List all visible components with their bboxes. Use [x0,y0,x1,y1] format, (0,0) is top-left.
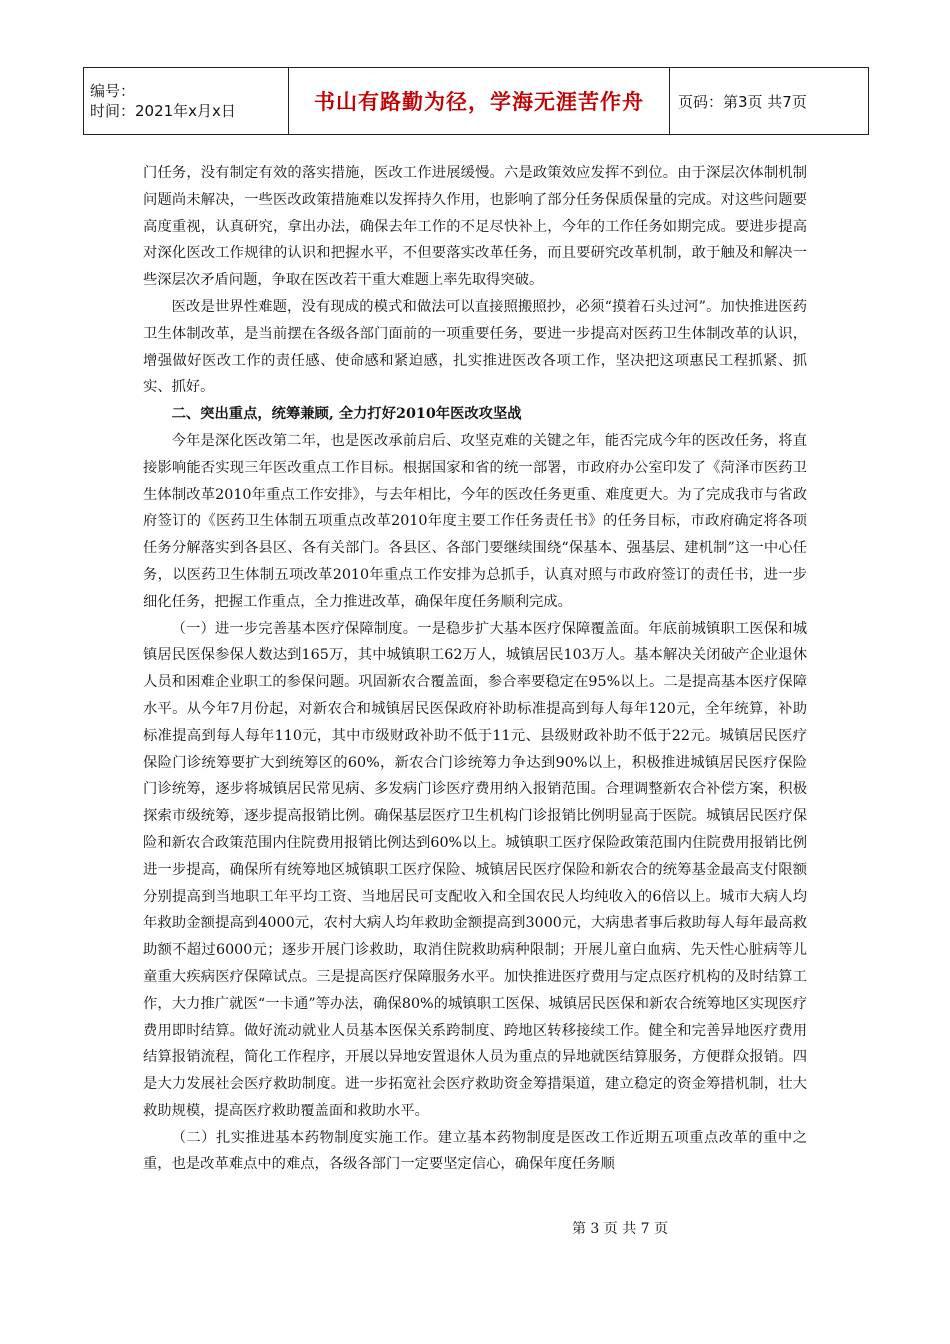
page-footer: 第 3 页 共 7 页 [571,1221,669,1237]
paragraph-4: （一）进一步完善基本医疗保障制度。一是稳步扩大基本医疗保障覆盖面。年底前城镇职工医保和城镇居民医保参保人数达到165万，其中城镇职工62万人，城镇居民103万人。基本解决关闭破产企业退休人员和困难企业职工的参保问题。巩固新农合覆盖面，参合率要稳定在95%以上。二是提高基本医疗保障水平。从今年7月份起，对新农合和城镇居民医保政府补助标准提高到每人每年120元，全年统算，补助标准提高到每人每年110元，其中市级财政补助不低于11元、县级财政补助不低于22元。城镇居民医疗保险门诊统筹要扩大到统筹区的60%，新农合门诊统筹力争达到90%以上，积极推进城镇居民医疗保险门诊统筹，逐步将城镇居民常见病、多发病门诊医疗费用纳入报销范围。合理调整新农合补偿方案，积极探索市级统筹，逐步提高报销比例。确保基层医疗卫生机构门诊报销比例明显高于医院。城镇居民医疗保险和新农合政策范围内住院费用报销比例达到60%以上。城镇职工医疗保险政策范围内住院费用报销比例进一步提高，确保所有统筹地区城镇职工医疗保险、城镇居民医疗保险和新农合的统筹基金最高支付限额分别提高到当地职工年平均工资、当地居民可支配收入和全国农民人均纯收入的6倍以上。城市大病人均年救助金额提高到4000元，农村大病人均年救助金额提高到3000元，大病患者事后救助每人每年最高救助额不超过6000元；逐步开展门诊救助，取消住院救助病种限制；开展儿童白血病、先天性心脏病等儿童重大疾病医疗保障试点。三是提高医疗保障服务水平。加快推进医疗费用与定点医疗机构的及时结算工作，大力推广就医“一卡通”等办法，确保80%的城镇职工医保、城镇居民医保和新农合统筹地区实现医疗费用即时结算。做好流动就业人员基本医保关系跨制度、跨地区转移接续工作。健全和完善异地医疗费用结算报销流程，简化工作程序，开展以异地安置退休人员为重点的异地就医结算服务，方便群众报销。四是大力发展社会医疗救助制度。进一步拓宽社会医疗救助资金筹措渠道，建立稳定的资金筹措机制，壮大救助规模，提高医疗救助覆盖面和救助水平。 [143,620,807,1119]
header-info-cell [84,68,289,135]
document-body [143,160,807,1178]
paragraph-5: （二）扎实推进基本药物制度实施工作。建立基本药物制度是医改工作近期五项重点改革的重中之重，也是改革难点中的难点，各级各部门一定要坚定信心，确保年度任务顺 [143,1129,807,1173]
header-motto: 书山有路勤为径，学海无涯苦作舟 [289,68,670,135]
header-page-label: 页码：第3页 共7页 [670,68,869,135]
paragraph-1: 门任务，没有制定有效的落实措施，医改工作进展缓慢。六是政策效应发挥不到位。由于深层次体制机制问题尚未解决，一些医改政策措施难以发挥持久作用，也影响了部分任务保质保量的完成。对这些问题要高度重视，认真研究，拿出办法，确保去年工作的不足尽快补上，今年的工作任务如期完成。要进步提高对深化医改工作规律的认识和把握水平，不但要落实改革任务，而且要研究改革机制，敢于触及和解决一些深层次矛盾问题，争取在医改若干重大难题上率先取得突破。 [143,165,807,289]
header-number-label: 编号： [90,82,136,100]
section-heading-2: 二、突出重点，统筹兼顾, 全力打好2010年医改攻坚战 [171,406,522,423]
paragraph-2: 医改是世界性难题，没有现成的模式和做法可以直接照搬照抄，必须“摸着石头过河”。加快推进医药卫生体制改革，是当前摆在各级各部门面前的一项重要任务，要进一步提高对医药卫生体制改革的认识，增强做好医改工作的责任感、使命感和紧迫感，扎实推进医改各项工作，坚决把这项惠民工程抓紧、抓实、抓好。 [143,298,807,396]
header-table [83,67,869,135]
paragraph-3: 今年是深化医改第二年，也是医改承前启后、攻坚克难的关键之年，能否完成今年的医改任务，将直接影响能否实现三年医改重点工作目标。根据国家和省的统一部署，市政府办公室印发了《菏泽市医药卫生体制改革2010年重点工作安排》，与去年相比，今年的医改任务更重、难度更大。为了完成我市与省政府签订的《医药卫生体制五项重点改革2010年度主要工作任务责任书》的任务目标，市政府确定将各项任务分解落实到各县区、各有关部门。各县区、各部门要继续围绕“保基本、强基层、建机制”这一中心任务，以医药卫生体制五项改革2010年重点工作安排为总抓手，认真对照与市政府签订的责任书，进一步细化任务，把握工作重点，全力推进改革，确保年度任务顺利完成。 [143,432,807,610]
header-date-label: 时间：2021年x月x日 [90,102,236,120]
